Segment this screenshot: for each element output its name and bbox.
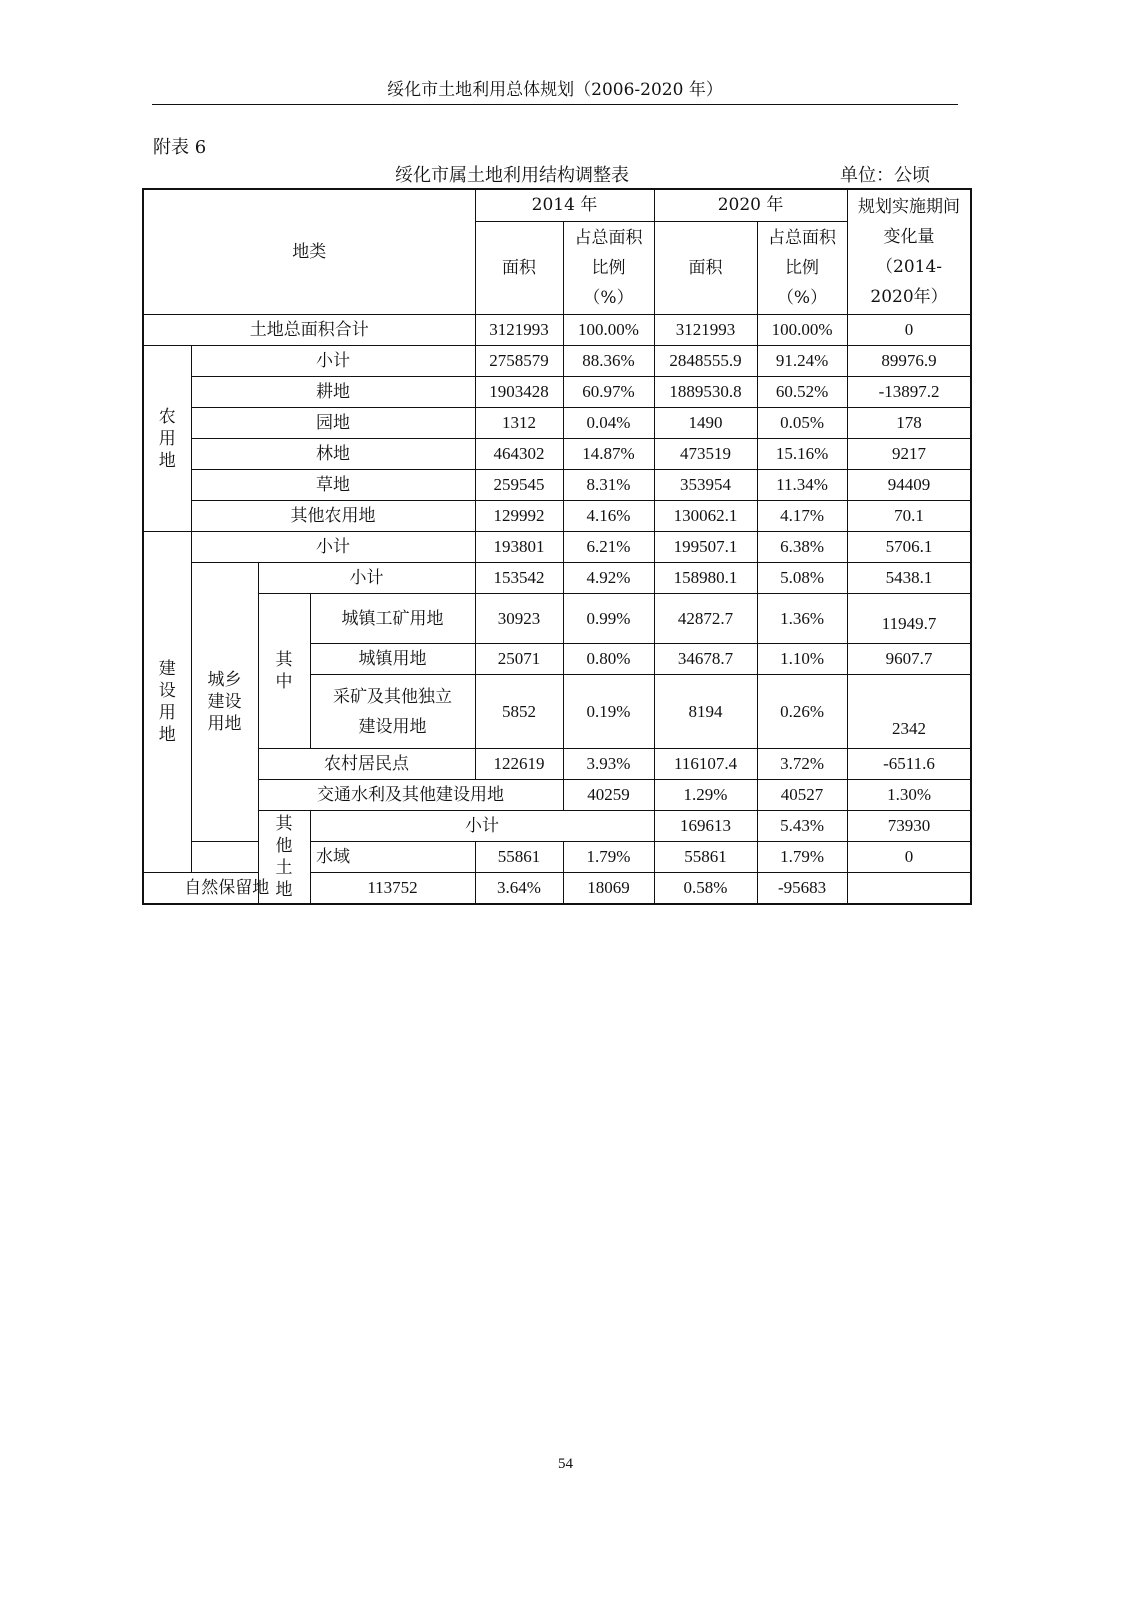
cell-ratio-2014: 3.64% [475, 873, 563, 905]
row-label: 小计 [191, 346, 475, 377]
table-row-nature [143, 873, 971, 905]
cell-ratio-2014: 6.21% [563, 532, 654, 563]
cell-area-2014: 3121993 [475, 315, 563, 346]
cell-area-2020: 116107.4 [654, 749, 757, 780]
table-row-total [143, 315, 971, 346]
cell-ratio-2020: 4.17% [757, 501, 847, 532]
running-header: 绥化市土地利用总体规划（2006-2020 年） [387, 80, 723, 100]
cell-ratio-2014: 14.87% [563, 439, 654, 470]
cell-area-2014: 153542 [475, 563, 563, 594]
cell-area-2014: 113752 [310, 873, 475, 905]
cell-ratio-2014: 0.04% [563, 408, 654, 439]
cell-area-2020: 1490 [654, 408, 757, 439]
cell-area-2014: 1903428 [475, 377, 563, 408]
cell-area-2020: 199507.1 [654, 532, 757, 563]
cell-change: 2342 [847, 675, 971, 749]
cell-change: 0 [847, 842, 971, 873]
row-label: 小计 [191, 532, 475, 563]
cell-area-2014: 25071 [475, 644, 563, 675]
cell-ratio-2020: 0.26% [757, 675, 847, 749]
cell-area-2020: 40527 [757, 780, 847, 811]
cell-change: 70.1 [847, 501, 971, 532]
row-label: 耕地 [191, 377, 475, 408]
cell-ratio-2020: 15.16% [757, 439, 847, 470]
cell-ratio-2020: 91.24% [757, 346, 847, 377]
cell-area-2014: 129992 [475, 501, 563, 532]
cell-area-2020: 34678.7 [654, 644, 757, 675]
land-use-table [142, 188, 972, 905]
cell-change: 0 [847, 315, 971, 346]
cell-change: 5706.1 [847, 532, 971, 563]
cell-area-2014: 169613 [654, 811, 757, 842]
subgroup-urban-rural: 城乡建设用地 [191, 563, 258, 842]
unit-label: 单位：公顷 [840, 165, 930, 186]
row-label: 其他农用地 [191, 501, 475, 532]
row-label: 采矿及其他独立建设用地 [310, 675, 475, 749]
cell-area-2014: 193801 [475, 532, 563, 563]
cell-ratio-2014: 0.19% [563, 675, 654, 749]
table-row-transport [143, 780, 971, 811]
header-row-years [143, 189, 971, 221]
cell-area-2014: 55861 [475, 842, 563, 873]
cell-ratio-2020: 1.10% [757, 644, 847, 675]
cell-ratio-2020: 1.79% [757, 842, 847, 873]
table-row-rural [143, 749, 971, 780]
cell-area-2014: 464302 [475, 439, 563, 470]
row-label: 城镇工矿用地 [310, 594, 475, 644]
cell-area-2020: 55861 [654, 842, 757, 873]
header-ratio-2014: 占总面积比例（%） [563, 221, 654, 314]
cell-area-2020: 473519 [654, 439, 757, 470]
table-row-cultivated [143, 377, 971, 408]
table-row-other-agri [143, 501, 971, 532]
header-category: 地类 [143, 189, 475, 315]
cell-area-2020: 1889530.8 [654, 377, 757, 408]
row-label: 自然保留地 [143, 873, 310, 905]
cell-area-2020: 73930 [847, 811, 971, 842]
cell-ratio-2020: 1.30% [847, 780, 971, 811]
header-area-2014: 面积 [475, 221, 563, 314]
page-number: 54 [558, 1456, 573, 1472]
table-row-garden [143, 408, 971, 439]
table-row-agri-subtotal [143, 346, 971, 377]
header-rule [152, 104, 958, 105]
cell-ratio-2014: 1.79% [563, 842, 654, 873]
cell-change: -6511.6 [847, 749, 971, 780]
cell-ratio-2014: 3.93% [563, 749, 654, 780]
cell-change: 5438.1 [847, 563, 971, 594]
cell-area-2020: 130062.1 [654, 501, 757, 532]
cell-ratio-2014: 88.36% [563, 346, 654, 377]
cell-ratio-2014: 1.29% [654, 780, 757, 811]
cell-change: 89976.9 [847, 346, 971, 377]
cell-area-2014: 5852 [475, 675, 563, 749]
cell-change: 9217 [847, 439, 971, 470]
table-row-grass [143, 470, 971, 501]
cell-ratio-2014: 4.92% [563, 563, 654, 594]
subgroup-among: 其中 [258, 594, 310, 749]
row-label: 农村居民点 [258, 749, 475, 780]
group-other: 其他土地 [258, 811, 310, 905]
cell-ratio-2020: 60.52% [757, 377, 847, 408]
cell-ratio-2014: 8.31% [563, 470, 654, 501]
header-area-2020: 面积 [654, 221, 757, 314]
cell-ratio-2014: 4.16% [563, 501, 654, 532]
cell-ratio-2014: 60.97% [563, 377, 654, 408]
row-label: 林地 [191, 439, 475, 470]
cell-area-2020: 8194 [654, 675, 757, 749]
row-label: 小计 [310, 811, 654, 842]
cell-change: 94409 [847, 470, 971, 501]
table-row-const-subtotal [143, 532, 971, 563]
header-ratio-2020: 占总面积比例（%） [757, 221, 847, 314]
cell-ratio-2020: 5.08% [757, 563, 847, 594]
cell-ratio-2014: 0.99% [563, 594, 654, 644]
header-year-2020: 2020 年 [654, 189, 847, 221]
cell-ratio-2020: 0.05% [757, 408, 847, 439]
cell-ratio-2020: 6.38% [757, 532, 847, 563]
cell-area-2020: 2848555.9 [654, 346, 757, 377]
cell-area-2014: 122619 [475, 749, 563, 780]
table-title: 绥化市属土地利用结构调整表 [395, 165, 629, 186]
cell-ratio-2020: 1.36% [757, 594, 847, 644]
cell-ratio-2020: 100.00% [757, 315, 847, 346]
header-change: 规划实施期间变化量（2014-2020年） [847, 189, 971, 315]
cell-area-2014: 30923 [475, 594, 563, 644]
cell-area-2014: 1312 [475, 408, 563, 439]
cell-change: 11949.7 [847, 594, 971, 644]
cell-change: 178 [847, 408, 971, 439]
table-row-water [143, 842, 971, 873]
cell-area-2014: 40259 [563, 780, 654, 811]
cell-change: -95683 [757, 873, 847, 905]
cell-ratio-2014: 100.00% [563, 315, 654, 346]
row-label: 交通水利及其他建设用地 [258, 780, 563, 811]
cell-ratio-2020: 0.58% [654, 873, 757, 905]
row-label: 草地 [191, 470, 475, 501]
cell-area-2020: 18069 [563, 873, 654, 905]
cell-ratio-2020: 3.72% [757, 749, 847, 780]
row-label: 园地 [191, 408, 475, 439]
table-row-forest [143, 439, 971, 470]
row-label: 城镇用地 [310, 644, 475, 675]
group-construction: 建设用地 [143, 532, 191, 873]
row-label: 土地总面积合计 [143, 315, 475, 346]
table-row-other-subtotal [143, 811, 971, 842]
group-agricultural: 农用地 [143, 346, 191, 532]
cell-area-2014: 259545 [475, 470, 563, 501]
table-row-ur-subtotal [143, 563, 971, 594]
cell-area-2014: 2758579 [475, 346, 563, 377]
cell-area-2020: 3121993 [654, 315, 757, 346]
row-label: 小计 [258, 563, 475, 594]
appendix-label: 附表 6 [153, 137, 207, 158]
cell-change: 9607.7 [847, 644, 971, 675]
cell-area-2020: 42872.7 [654, 594, 757, 644]
cell-ratio-2020: 11.34% [757, 470, 847, 501]
cell-area-2020: 158980.1 [654, 563, 757, 594]
cell-ratio-2014: 0.80% [563, 644, 654, 675]
cell-ratio-2014: 5.43% [757, 811, 847, 842]
header-year-2014: 2014 年 [475, 189, 654, 221]
row-label: 水域 [191, 842, 475, 873]
cell-area-2020: 353954 [654, 470, 757, 501]
cell-change: -13897.2 [847, 377, 971, 408]
table-row-urban-industrial [143, 594, 971, 644]
